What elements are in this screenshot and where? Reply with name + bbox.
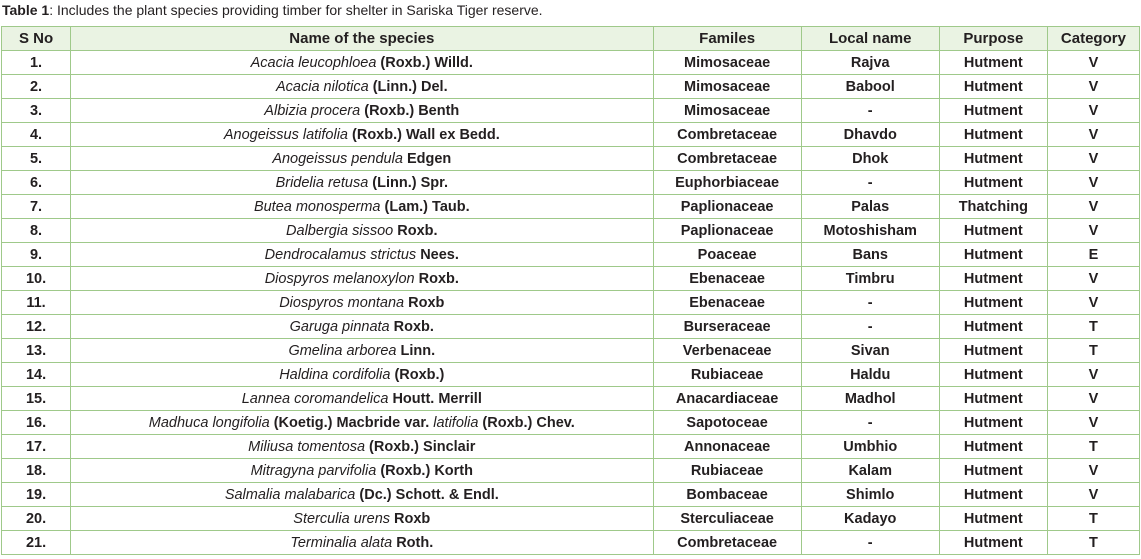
cell-family: Annonaceae [653,435,801,459]
table-body [2,51,1140,555]
cell-purpose: Thatching [939,195,1047,219]
cell-sno: 2. [2,75,71,99]
species-binomial: Anogeissus latifolia [223,126,348,143]
cell-species-name [71,291,654,315]
cell-category: V [1047,411,1139,435]
cell-category: V [1047,387,1139,411]
cell-species-name [71,363,654,387]
table-row [2,51,1140,75]
table-row [2,315,1140,339]
species-binomial: Butea monosperma [253,198,381,215]
header-sno: S No [2,27,71,51]
cell-purpose: Hutment [939,363,1047,387]
cell-category: T [1047,435,1139,459]
cell-local-name: Haldu [801,363,939,387]
species-binomial: Terminalia alata [290,534,393,551]
cell-species-name [71,195,654,219]
cell-local-name: Timbru [801,267,939,291]
cell-category: T [1047,531,1139,555]
cell-family: Poaceae [653,243,801,267]
cell-family: Sterculiaceae [653,507,801,531]
table-row [2,411,1140,435]
cell-family: Verbenaceae [653,339,801,363]
cell-purpose: Hutment [939,123,1047,147]
cell-species-name [71,243,654,267]
cell-species-name [71,51,654,75]
cell-purpose: Hutment [939,507,1047,531]
cell-purpose: Hutment [939,99,1047,123]
cell-sno: 17. [2,435,71,459]
header-local-name: Local name [801,27,939,51]
species-authority: (Roxb.) Benth [360,102,460,119]
cell-sno: 1. [2,51,71,75]
cell-family: Rubiaceae [653,363,801,387]
cell-category: T [1047,339,1139,363]
cell-family: Sapotoceae [653,411,801,435]
cell-category: V [1047,459,1139,483]
cell-species-name [71,267,654,291]
cell-sno: 11. [2,291,71,315]
cell-sno: 21. [2,531,71,555]
cell-local-name: Kalam [801,459,939,483]
cell-sno: 13. [2,339,71,363]
species-authority: (Dc.) Schott. & Endl. [355,486,499,503]
cell-local-name: Shimlo [801,483,939,507]
cell-category: V [1047,219,1139,243]
species-authority: (Koetig.) Macbride var. [269,414,434,431]
cell-category: V [1047,99,1139,123]
cell-local-name: Dhok [801,147,939,171]
cell-purpose: Hutment [939,459,1047,483]
cell-sno: 14. [2,363,71,387]
species-authority: Nees. [416,246,459,263]
species-authority: (Roxb.) Korth [376,462,473,479]
cell-sno: 4. [2,123,71,147]
cell-species-name [71,411,654,435]
species-authority: (Linn.) Del. [368,78,448,95]
caption-text: : Includes the plant species providing timber for shelter in Sariska Tiger reserve. [49,2,543,18]
cell-family: Burseraceae [653,315,801,339]
species-authority: Roxb [390,510,431,527]
table-row [2,483,1140,507]
species-binomial: Haldina cordifolia [279,366,391,383]
cell-category: T [1047,507,1139,531]
species-binomial: Gmelina arborea [288,342,397,359]
cell-purpose: Hutment [939,267,1047,291]
species-binomial: Mitragyna parvifolia [250,462,377,479]
table-row [2,435,1140,459]
species-authority: Linn. [396,342,436,359]
cell-sno: 15. [2,387,71,411]
cell-purpose: Hutment [939,339,1047,363]
cell-category: V [1047,267,1139,291]
table-row [2,147,1140,171]
cell-local-name: Bans [801,243,939,267]
cell-family: Ebenaceae [653,267,801,291]
cell-sno: 6. [2,171,71,195]
cell-family: Bombaceae [653,483,801,507]
table-row [2,459,1140,483]
cell-local-name: - [801,291,939,315]
cell-sno: 16. [2,411,71,435]
cell-sno: 9. [2,243,71,267]
table-row [2,171,1140,195]
cell-category: T [1047,315,1139,339]
cell-local-name: Dhavdo [801,123,939,147]
table-row [2,195,1140,219]
table-header-row [2,27,1140,51]
cell-category: V [1047,123,1139,147]
species-binomial: Acacia leucophloea [250,54,377,71]
cell-sno: 12. [2,315,71,339]
cell-family: Anacardiaceae [653,387,801,411]
species-authority: Roxb. [414,270,459,287]
table-row [2,531,1140,555]
species-authority: (Lam.) Taub. [380,198,470,215]
cell-purpose: Hutment [939,291,1047,315]
table-row [2,339,1140,363]
species-authority: Roth. [392,534,434,551]
cell-local-name: - [801,171,939,195]
cell-local-name: Umbhio [801,435,939,459]
table-row [2,123,1140,147]
cell-sno: 10. [2,267,71,291]
cell-family: Mimosaceae [653,51,801,75]
cell-purpose: Hutment [939,75,1047,99]
cell-sno: 5. [2,147,71,171]
cell-category: V [1047,147,1139,171]
cell-category: V [1047,75,1139,99]
cell-category: V [1047,171,1139,195]
cell-local-name: Palas [801,195,939,219]
cell-purpose: Hutment [939,51,1047,75]
cell-local-name: Babool [801,75,939,99]
cell-species-name [71,387,654,411]
cell-local-name: Rajva [801,51,939,75]
table-row [2,291,1140,315]
cell-purpose: Hutment [939,483,1047,507]
cell-local-name: - [801,315,939,339]
cell-category: V [1047,51,1139,75]
species-authority: (Roxb.) Wall ex Bedd. [348,126,500,143]
cell-category: V [1047,291,1139,315]
species-binomial: Albizia procera [264,102,361,119]
cell-family: Paplionaceae [653,195,801,219]
species-binomial: Madhuca longifolia [148,414,270,431]
header-purpose: Purpose [939,27,1047,51]
species-binomial: Diospyros montana [279,294,405,311]
species-authority: (Roxb.) Sinclair [365,438,476,455]
species-binomial: Dendrocalamus strictus [264,246,417,263]
cell-local-name: - [801,99,939,123]
cell-sno: 7. [2,195,71,219]
cell-local-name: Motoshisham [801,219,939,243]
table-row [2,99,1140,123]
species-binomial: Acacia nilotica [275,78,369,95]
species-binomial: Miliusa tomentosa [248,438,366,455]
cell-category: V [1047,483,1139,507]
species-authority: (Roxb.) Willd. [376,54,473,71]
table-caption [0,0,1141,26]
cell-species-name [71,531,654,555]
species-authority: Houtt. Merrill [388,390,482,407]
cell-local-name: Sivan [801,339,939,363]
cell-local-name: - [801,531,939,555]
table-row [2,75,1140,99]
cell-species-name [71,435,654,459]
cell-species-name [71,99,654,123]
species-authority: (Roxb.) Chev. [478,414,575,431]
species-authority: (Linn.) Spr. [368,174,449,191]
cell-purpose: Hutment [939,315,1047,339]
cell-purpose: Hutment [939,531,1047,555]
table-row [2,363,1140,387]
table-row [2,387,1140,411]
cell-family: Mimosaceae [653,75,801,99]
cell-family: Rubiaceae [653,459,801,483]
cell-species-name [71,147,654,171]
cell-species-name [71,507,654,531]
species-binomial: Diospyros melanoxylon [264,270,415,287]
species-authority: Roxb. [393,222,438,239]
cell-category: V [1047,195,1139,219]
cell-local-name: - [801,411,939,435]
cell-family: Ebenaceae [653,291,801,315]
species-authority: Roxb [404,294,445,311]
species-binomial: Lannea coromandelica [241,390,389,407]
cell-species-name [71,459,654,483]
cell-family: Combretaceae [653,123,801,147]
table-row [2,267,1140,291]
species-authority: (Roxb.) [390,366,445,383]
cell-purpose: Hutment [939,171,1047,195]
cell-category: E [1047,243,1139,267]
cell-sno: 3. [2,99,71,123]
species-binomial: Bridelia retusa [275,174,369,191]
cell-family: Combretaceae [653,531,801,555]
cell-local-name: Kadayo [801,507,939,531]
species-binomial: latifolia [433,414,479,431]
caption-label: Table 1 [2,2,50,18]
cell-purpose: Hutment [939,147,1047,171]
species-table [1,26,1140,555]
cell-species-name [71,219,654,243]
cell-species-name [71,75,654,99]
cell-family: Paplionaceae [653,219,801,243]
header-species: Name of the species [71,27,654,51]
cell-sno: 20. [2,507,71,531]
cell-family: Mimosaceae [653,99,801,123]
header-category: Category [1047,27,1139,51]
cell-species-name [71,483,654,507]
cell-species-name [71,123,654,147]
cell-species-name [71,315,654,339]
species-authority: Edgen [402,150,452,167]
cell-species-name [71,171,654,195]
cell-purpose: Hutment [939,387,1047,411]
species-authority: Roxb. [389,318,434,335]
table-row [2,219,1140,243]
species-binomial: Garuga pinnata [289,318,390,335]
table-row [2,243,1140,267]
species-binomial: Sterculia urens [293,510,391,527]
cell-family: Euphorbiaceae [653,171,801,195]
cell-family: Combretaceae [653,147,801,171]
cell-purpose: Hutment [939,243,1047,267]
header-families: Familes [653,27,801,51]
species-binomial: Anogeissus pendula [272,150,403,167]
species-binomial: Salmalia malabarica [224,486,356,503]
cell-purpose: Hutment [939,219,1047,243]
cell-sno: 8. [2,219,71,243]
cell-category: V [1047,363,1139,387]
cell-purpose: Hutment [939,435,1047,459]
table-row [2,507,1140,531]
species-binomial: Dalbergia sissoo [286,222,394,239]
cell-purpose: Hutment [939,411,1047,435]
cell-species-name [71,339,654,363]
cell-sno: 18. [2,459,71,483]
cell-local-name: Madhol [801,387,939,411]
cell-sno: 19. [2,483,71,507]
